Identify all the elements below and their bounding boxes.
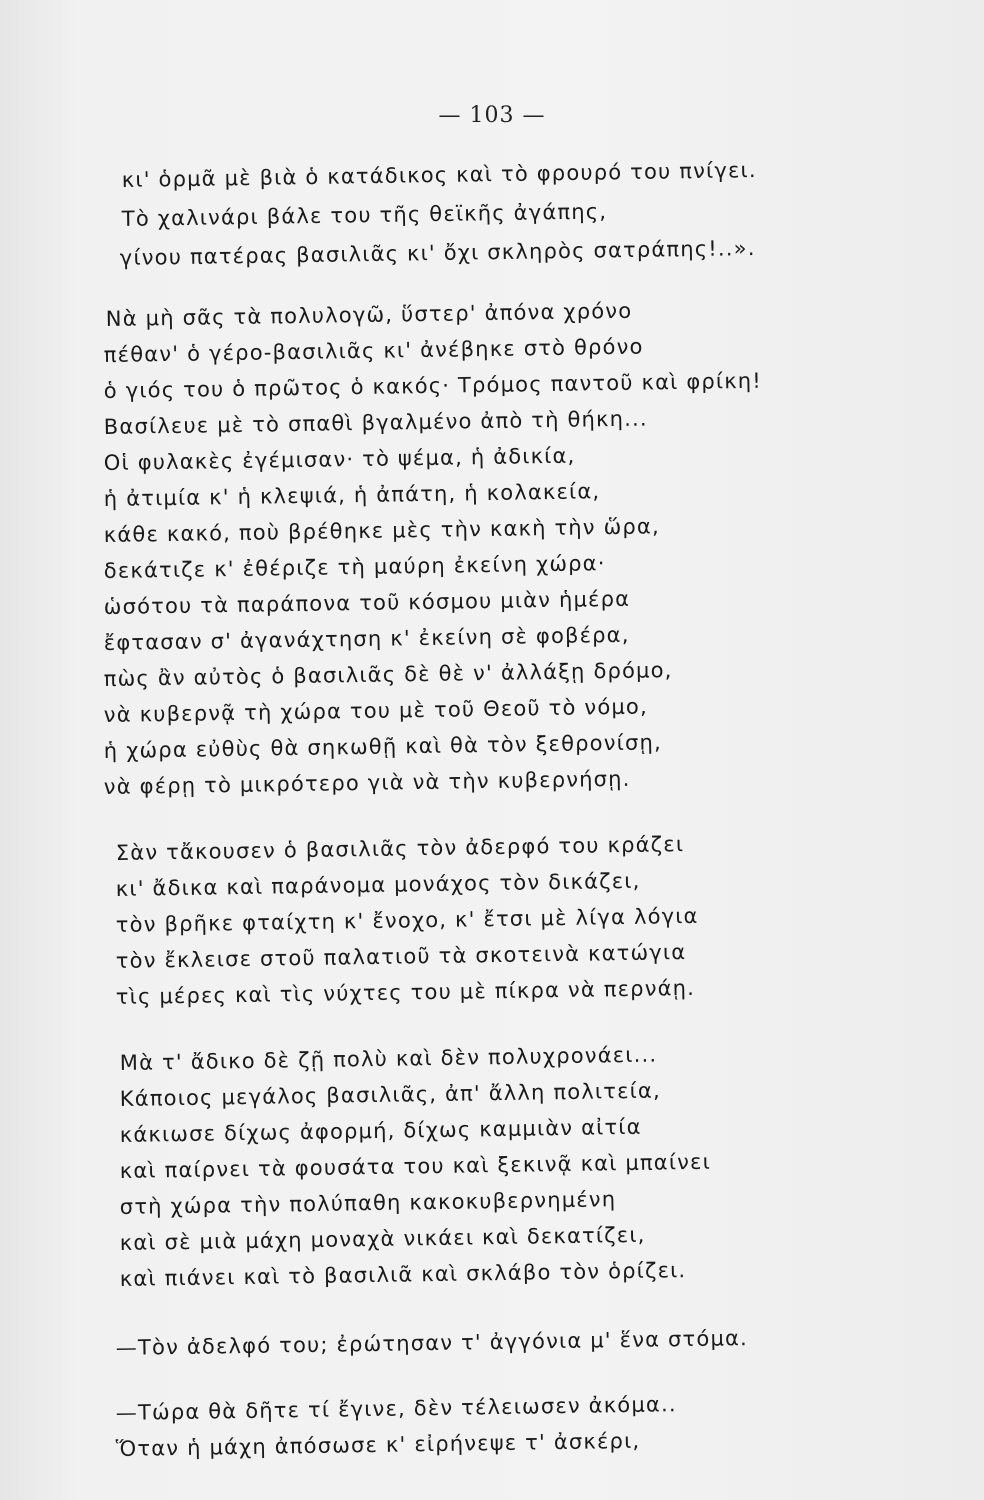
poem-line: νὰ φέρῃ τὸ μικρότερο γιὰ νὰ τὴν κυβερνήσῃ. — [103, 766, 631, 799]
poem-line: καὶ παίρνει τὰ φουσάτα του καὶ ξεκινᾷ καὶ μπαίνει — [119, 1149, 712, 1183]
poem-line: καὶ πιάνει καὶ τὸ βασιλιᾶ καὶ σκλάβο τὸν ὁρίζει. — [119, 1258, 687, 1291]
poem-line: ὡσότου τὰ παράπονα τοῦ κόσμου μιὰν ἡμέρα — [103, 586, 631, 619]
poem-line: καὶ σὲ μιὰ μάχη μοναχὰ νικάει καὶ δεκατίζει, — [119, 1222, 646, 1255]
poem-line: τὶς μέρες καὶ τὶς νύχτες του μὲ πίκρα νὰ περνάῃ. — [115, 975, 696, 1009]
poem-line: Οἱ φυλακὲς ἐγέμισαν· τὸ ψέμα, ἡ ἀδικία, — [103, 443, 576, 475]
poem-line: —Τώρα θὰ δῆτε τί ἔγινε, δὲν τέλειωσεν ἀκόμα.. — [115, 1392, 677, 1425]
poem-line: Βασίλευε μὲ τὸ σπαθὶ βγαλμένο ἀπὸ τὴ θήκη... — [103, 406, 648, 439]
poem-line: ὁ γιός του ὁ πρῶτος ὁ κακός· Τρόμος παντοῦ καὶ φρίκη! — [103, 368, 763, 403]
poem-line: κάθε κακό, ποὺ βρέθηκε μὲς τὴν κακὴ τὴν ὥρα, — [103, 514, 661, 547]
poem-line: νὰ κυβερνᾷ τὴ χώρα του μὲ τοῦ Θεοῦ τὸ νόμο, — [103, 694, 649, 727]
poem-line: δεκάτιζε κ' ἐθέριζε τὴ μαύρη ἐκείνη χώρα· — [103, 551, 606, 583]
poem-line: Ὅταν ἡ μάχη ἀπόσωσε κ' εἰρήνεψε τ' ἀσκέρι, — [115, 1428, 641, 1461]
poem-line: τὸν ἔκλεισε στοῦ παλατιοῦ τὰ σκοτεινὰ κατώγια — [115, 940, 687, 973]
poem-line: πέθαν' ὁ γέρο-βασιλιᾶς κι' ἀνέβηκε στὸ θρόνο — [103, 334, 644, 367]
poem-line: τὸν βρῆκε φταίχτη κ' ἔνοχο, κ' ἔτσι μὲ λίγα λόγια — [115, 903, 699, 937]
poem-line: Μὰ τ' ἄδικο δὲ ζῇ πολὺ καὶ δὲν πολυχρονάει... — [119, 1042, 658, 1075]
poem-line: Σὰν τἄκουσεν ὁ βασιλιᾶς τὸν ἀδερφό του κράζει — [115, 832, 685, 865]
poem-line: Κάποιος μεγάλος βασιλιᾶς, ἀπ' ἄλλη πολιτεία, — [119, 1078, 662, 1111]
poem-line: ἡ ἀτιμία κ' ἡ κλεψιά, ἡ ἀπάτη, ἡ κολακεία, — [103, 479, 601, 511]
poem-line: στὴ χώρα τὴν πολύπαθη κακοκυβερνημένη — [119, 1187, 617, 1219]
poem-line: —Τὸν ἀδελφό του; ἐρώτησαν τ' ἀγγόνια μ' ἕνα στόμα. — [115, 1326, 749, 1360]
poem-line: ἡ χώρα εὐθὺς θὰ σηκωθῇ καὶ θὰ τὸν ξεθρονίσῃ, — [103, 730, 663, 763]
poem-line: Τὸ χαλινάρι βάλε του τῆς θεϊκῆς ἀγάπης, — [121, 199, 608, 231]
poem-line: κι' ἄδικα καὶ παράνομα μονάχος τὸν δικάζει, — [115, 868, 641, 901]
page-number: — 103 — — [438, 103, 546, 128]
poem-line: κι' ὁρμᾶ μὲ βιὰ ὁ κατάδικος καὶ τὸ φρουρό του πνίγει. — [121, 158, 757, 192]
poem-line: ἔφτασαν σ' ἀγανάχτηση κ' ἐκείνη σὲ φοβέρα, — [103, 622, 630, 655]
poem-line: κάκιωσε δίχως ἀφορμή, δίχως καμμιὰν αἰτία — [119, 1114, 642, 1147]
poem-line: πὼς ἂν αὐτὸς ὁ βασιλιᾶς δὲ θὲ ν' ἀλλάξῃ δρόμο, — [103, 658, 673, 691]
poem-line: γίνου πατέρας βασιλιᾶς κι' ὄχι σκληρὸς σατράπης!..». — [119, 236, 756, 270]
poem-line: Νὰ μὴ σᾶς τὰ πολυλογῶ, ὕστερ' ἀπόνα χρόνο — [105, 298, 633, 331]
